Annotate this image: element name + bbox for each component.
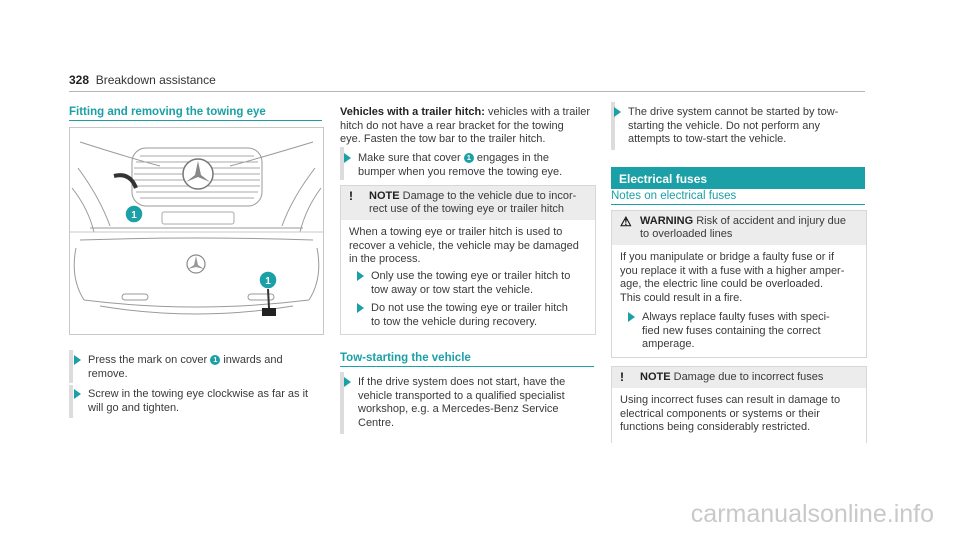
subsection-underline <box>611 204 865 205</box>
step-text: amperage. <box>642 338 695 350</box>
step-text: If the drive system does not start, have the <box>358 376 566 388</box>
note-body <box>341 220 595 273</box>
intro-text: vehicles with a trailer <box>484 106 591 118</box>
note-box-towing <box>340 185 596 335</box>
page-header <box>69 73 216 87</box>
callout-top-number: 1 <box>131 210 137 221</box>
note-body-text: electrical components or systems or their <box>620 407 820 420</box>
note-label: NOTE <box>369 190 400 202</box>
step-text: Centre. <box>358 416 395 429</box>
note-head-text: Damage due to incorrect fuses <box>670 371 824 383</box>
intro-bold: Vehicles with a trailer hitch: <box>340 106 485 118</box>
step-drive-system-transport <box>358 376 598 430</box>
step-arrow-icon <box>614 107 621 117</box>
note-box-fuses <box>611 366 867 443</box>
step-text: tow away or tow start the vehicle. <box>371 283 534 296</box>
step-text: attempts to tow-start the vehicle. <box>628 133 787 145</box>
note-label: NOTE <box>640 371 671 383</box>
step-text: vehicle transported to a qualified specialist <box>358 389 565 402</box>
step-text: Screw in the towing eye clockwise as far as it <box>88 388 309 400</box>
warning-header <box>612 211 866 245</box>
exclamation-icon: ! <box>349 189 353 203</box>
step-cover-engages <box>358 152 598 179</box>
note-step-only-use <box>371 270 591 297</box>
step-text: inwards and <box>220 354 283 366</box>
warning-triangle-icon: ⚠ <box>620 214 632 229</box>
warning-body-text: This could result in a fire. <box>620 291 743 304</box>
step-arrow-icon <box>74 355 81 365</box>
step-text: Always replace faulty fuses with speci- <box>642 311 830 323</box>
warning-head-text: Risk of accident and injury due <box>693 215 847 227</box>
step-text: fied new fuses containing the correct <box>642 324 821 337</box>
note-body-text: Using incorrect fuses can result in damage to <box>620 394 841 406</box>
subsection-title-fuses: Notes on electrical fuses <box>611 190 737 202</box>
step-text: Press the mark on cover <box>88 354 211 366</box>
warning-label: WARNING <box>640 215 694 227</box>
warning-body-text: you replace it with a fuse with a higher amper- <box>620 264 845 277</box>
note-head-text: Damage to the vehicle due to incor- <box>399 190 577 202</box>
callout-bottom-number: 1 <box>265 276 271 287</box>
warning-box-fuses <box>611 210 867 358</box>
note-header <box>612 367 866 388</box>
note-body <box>612 388 866 441</box>
step-arrow-icon <box>344 153 351 163</box>
callout-number: 1 <box>210 355 220 365</box>
watermark: carmanualsonline.info <box>690 500 934 528</box>
callout-number: 1 <box>464 153 474 163</box>
note-head-text: rect use of the towing eye or trailer hitch <box>369 203 565 215</box>
section-title-towing-eye: Fitting and removing the towing eye <box>69 106 266 118</box>
page-number: 328 <box>69 73 90 87</box>
section-title-tow-starting: Tow-starting the vehicle <box>340 352 471 364</box>
step-text: to tow the vehicle during recovery. <box>371 315 538 328</box>
towing-eye-figure <box>69 127 324 335</box>
step-bar <box>69 350 73 383</box>
warning-body <box>612 245 866 311</box>
step-arrow-icon <box>357 271 364 281</box>
car-front-illustration <box>70 128 323 334</box>
warning-body-text: If you manipulate or bridge a faulty fuse or if <box>620 251 835 263</box>
step-arrow-icon <box>628 312 635 322</box>
note-step-do-not-use <box>371 302 591 329</box>
step-text: Do not use the towing eye or trailer hitch <box>371 302 568 314</box>
step-screw-in <box>88 388 328 415</box>
step-arrow-icon <box>74 389 81 399</box>
step-arrow-icon <box>344 377 351 387</box>
step-bar <box>340 147 344 180</box>
note-body-text: recover a vehicle, the vehicle may be damaged <box>349 239 579 252</box>
section-title-underline <box>69 120 322 121</box>
step-press-cover <box>88 354 328 381</box>
step-arrow-icon <box>357 303 364 313</box>
section-title-underline <box>340 366 594 367</box>
intro-text: hitch do not have a rear bracket for the towing <box>340 119 564 132</box>
section-banner-electrical-fuses: Electrical fuses <box>611 167 865 189</box>
step-cannot-tow-start <box>628 106 868 147</box>
trailer-hitch-intro <box>340 106 600 147</box>
warning-step-replace-fuses <box>642 311 862 352</box>
step-text: Only use the towing eye or trailer hitch to <box>371 270 571 282</box>
step-text: will go and tighten. <box>88 401 180 414</box>
note-body-text: in the process. <box>349 253 421 265</box>
header-divider <box>69 91 865 92</box>
step-text: remove. <box>88 367 128 380</box>
warning-head-text: to overloaded lines <box>640 228 733 240</box>
step-text: workshop, e.g. a Mercedes-Benz Service <box>358 403 559 415</box>
step-text: The drive system cannot be started by tow- <box>628 106 839 118</box>
step-text: bumper when you remove the towing eye. <box>358 165 563 178</box>
note-body-text: When a towing eye or trailer hitch is used to <box>349 226 563 238</box>
step-bar <box>69 385 73 418</box>
step-text: engages in the <box>473 152 550 164</box>
warning-body-text: age, the electric line could be overloaded. <box>620 278 824 290</box>
step-text: Make sure that cover <box>358 152 464 164</box>
page-header-title: Breakdown assistance <box>95 73 216 87</box>
note-header <box>341 186 595 220</box>
step-text: starting the vehicle. Do not perform any <box>628 119 820 132</box>
exclamation-icon: ! <box>620 370 624 384</box>
intro-text: eye. Fasten the tow bar to the trailer hitch. <box>340 133 546 145</box>
note-body-text: functions being considerably restricted. <box>620 421 811 433</box>
